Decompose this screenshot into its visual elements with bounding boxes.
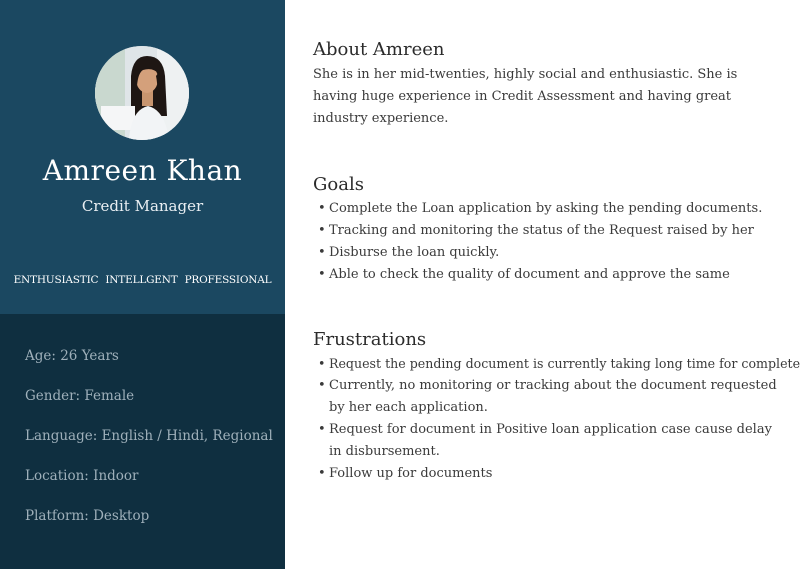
bullet-icon: • [318,201,326,216]
bullet-icon: • [318,223,326,238]
frustration-text: Request for document in Positive loan application case cause delay in disbursement. [329,422,772,459]
goals-list [313,198,783,286]
trait-intelligent: INTELLGENT [105,274,178,286]
goal-item [313,242,783,264]
trait-list [0,274,285,286]
trait-professional: PROFESSIONAL [184,274,272,286]
frustration-text: Follow up for documents [329,466,493,481]
bullet-icon: • [318,466,326,481]
fact-age: Age: 26 Years [25,348,119,364]
profile-panel [0,0,285,569]
profile-header [0,0,285,314]
frustration-item [313,419,783,463]
bullet-icon: • [318,422,326,437]
bullet-icon: • [318,245,326,260]
fact-gender: Gender: Female [25,388,135,404]
goal-text: Complete the Loan application by asking the pending documents. [329,201,763,216]
about-title: About Amreen [313,39,445,60]
fact-list [25,348,273,548]
goal-text: Able to check the quality of document and approve the same [329,267,730,282]
bullet-icon: • [318,267,326,282]
goal-item [313,198,783,220]
frustrations-title: Frustrations [313,329,427,350]
goal-text: Tracking and monitoring the status of the Request raised by her [329,223,754,238]
goals-title: Goals [313,174,364,195]
bullet-icon: • [318,356,326,371]
frustration-item [313,375,783,419]
frustration-item [313,353,803,375]
avatar [95,46,189,140]
about-text: She is in her mid-twenties, highly social and enthusiastic. She is having huge experience in Credit Assessment and having great industry experience. [313,67,738,126]
fact-location: Location: Indoor [25,468,139,484]
persona-content [313,0,803,569]
trait-enthusiastic: ENTHUSIASTIC [13,274,99,286]
persona-name: Amreen Khan [42,154,243,187]
frustration-text: Currently, no monitoring or tracking about the document requested by her each application. [329,378,777,415]
goal-item [313,220,783,242]
goal-item [313,264,783,286]
goal-text: Disburse the loan quickly. [329,245,500,260]
fact-platform: Platform: Desktop [25,508,150,524]
frustration-item [313,463,803,485]
bullet-icon: • [318,378,326,393]
frustration-text: Request the pending document is currently taking long time for complete [329,356,801,371]
fact-language: Language: English / Hindi, Regional [25,428,273,444]
persona-role: Credit Manager [81,197,204,215]
frustrations-list [313,353,803,485]
